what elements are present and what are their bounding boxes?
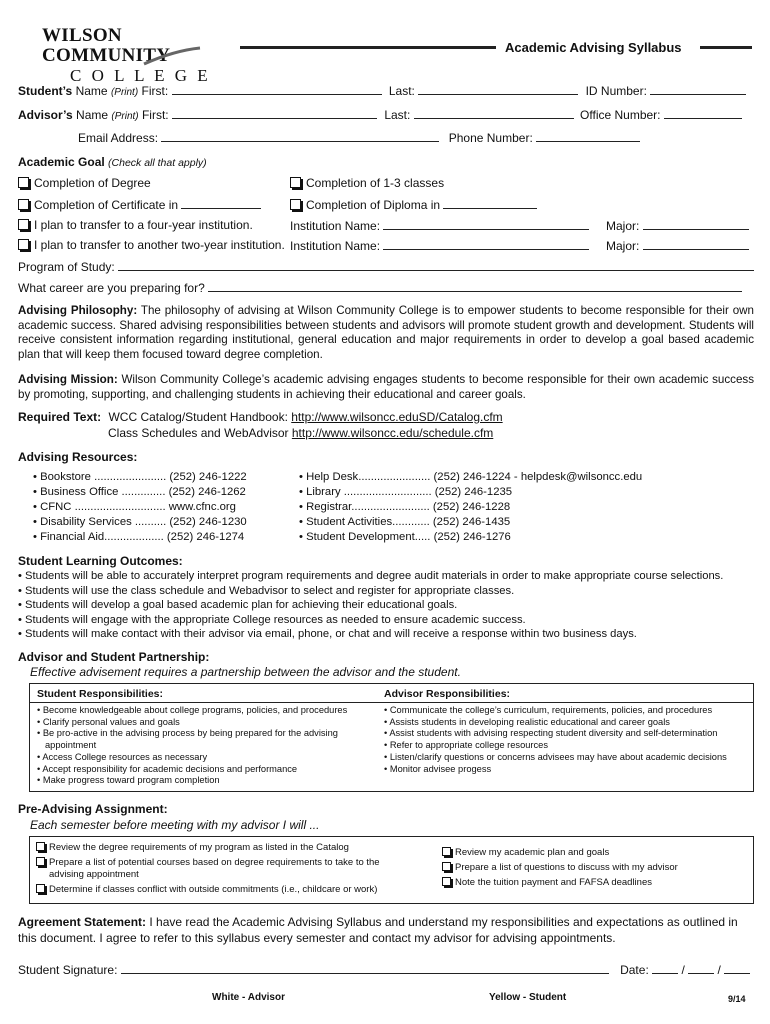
outcome-item: • Students will develop a goal based academic plan for achieving their educational goals. <box>18 598 758 613</box>
office-label: Office Number: <box>580 108 661 122</box>
checkbox-icon[interactable] <box>36 884 45 893</box>
date-year-field[interactable] <box>724 962 750 974</box>
goal-certificate-label: Completion of Certificate in <box>34 198 179 212</box>
catalog-label: WCC Catalog/Student Handbook: <box>108 410 292 424</box>
signature-row <box>18 962 750 977</box>
schedule-label: Class Schedules and WebAdvisor <box>108 426 292 440</box>
resource-item: • Business Office .............. (252) 246-1262 <box>33 485 247 500</box>
four-year-institution <box>290 218 589 233</box>
advisor-resp-item: • Communicate the college’s curriculum, requirements, policies, and procedures <box>384 705 749 717</box>
footer-white-copy: White - Advisor <box>212 992 285 1003</box>
checkbox-icon[interactable] <box>18 219 29 230</box>
goal-degree-option[interactable] <box>18 176 151 190</box>
responsibilities-box <box>29 683 754 792</box>
preadvising-item[interactable]: Review my academic plan and goals <box>442 847 742 859</box>
advisor-resp-item: • Assist students with advising respecting student diversity and self-determination <box>384 728 749 740</box>
date-separator: / <box>717 963 721 977</box>
goal-diploma-label: Completion of Diploma in <box>306 198 441 212</box>
agreement-statement <box>18 914 754 946</box>
logo-line1: WILSON COMMUNITY <box>42 25 171 66</box>
goal-diploma-option[interactable] <box>290 197 537 212</box>
last-label: Last: <box>388 84 415 98</box>
agreement-text: I have read the Academic Advising Syllabus and understand my responsibilities and expectations as outlined in this document. I agree to refer to this syllabus every semester and contact my advisor for advising appointments. <box>18 915 738 945</box>
outcome-item: • Students will be able to accurately interpret program requirements and degree audit materials in order to make appropriate course selections. <box>18 569 758 584</box>
career-label: What career are you preparing for? <box>18 281 205 295</box>
major-label: Major: <box>606 219 640 233</box>
program-of-study-row <box>18 259 754 274</box>
checkbox-icon[interactable] <box>36 842 45 851</box>
phone-label: Phone Number: <box>448 131 533 145</box>
advisor-resp-item: • Listen/clarify questions or concerns advisees may have about academic decisions <box>384 752 749 764</box>
mission-label: Advising Mission: <box>18 373 118 386</box>
student-first-field[interactable] <box>172 83 382 95</box>
advisor-resp-list <box>384 705 749 775</box>
preadvising-item[interactable]: Review the degree requirements of my program as listed in the Catalog <box>36 842 416 854</box>
agreement-label: Agreement Statement: <box>18 915 147 929</box>
student-resp-list <box>37 705 377 787</box>
checkbox-icon[interactable] <box>36 857 45 866</box>
required-text-row2 <box>108 426 493 440</box>
required-text-row1 <box>18 410 503 424</box>
advisor-resp-item: • Refer to appropriate college resources <box>384 740 749 752</box>
outcome-item: • Students will make contact with their advisor via email, phone, or chat and will receive a response within two business days. <box>18 627 758 642</box>
logo-swoosh-icon <box>142 46 202 68</box>
checkbox-icon[interactable] <box>442 847 451 856</box>
institution-label: Institution Name: <box>290 239 381 253</box>
id-label: ID Number: <box>585 84 647 98</box>
major-label: Major: <box>606 239 640 253</box>
program-label: Program of Study: <box>18 260 115 274</box>
goal-four-year-label: I plan to transfer to a four-year institution. <box>34 218 253 232</box>
goal-hint: (Check all that apply) <box>108 157 207 169</box>
preadvising-right-list <box>442 847 742 892</box>
schedule-link[interactable]: http://www.wilsoncc.edu/schedule.cfm <box>291 426 494 440</box>
date-label: Date: <box>620 963 649 977</box>
required-label: Required Text: <box>18 410 102 424</box>
signature-field[interactable] <box>121 962 609 974</box>
name-label: Name <box>76 108 109 122</box>
preadvising-item[interactable]: Prepare a list of questions to discuss with my advisor <box>442 862 742 874</box>
checkbox-icon[interactable] <box>290 177 301 188</box>
resources-right-list <box>299 470 642 545</box>
two-year-institution <box>290 238 589 253</box>
advisor-office-field[interactable] <box>664 107 742 119</box>
first-label: First: <box>141 84 169 98</box>
goal-four-year-option[interactable] <box>18 218 253 232</box>
resources-left-list <box>33 470 247 545</box>
catalog-link[interactable]: http://www.wilsoncc.eduSD/Catalog.cfm <box>291 410 503 424</box>
academic-goal-heading <box>18 155 207 169</box>
student-name-row <box>18 83 746 98</box>
mission-text: Wilson Community College’s academic advising engages students to become responsible for their own academic success by promoting, supporting, and challenging students in achieving their educational and career goals. <box>18 373 754 401</box>
advisor-last-field[interactable] <box>414 107 574 119</box>
diploma-field[interactable] <box>443 197 537 209</box>
checkbox-icon[interactable] <box>442 877 451 886</box>
four-year-major <box>606 218 749 233</box>
resource-item: • Disability Services .......... (252) 246-1230 <box>33 515 247 530</box>
preadvising-left-list <box>36 842 416 899</box>
student-label: Student’s <box>18 84 73 98</box>
advisor-resp-title: Advisor Responsibilities: <box>384 688 511 700</box>
outcomes-list <box>18 569 758 642</box>
checkbox-icon[interactable] <box>18 177 29 188</box>
career-field[interactable] <box>208 280 742 292</box>
student-resp-item: • Accept responsibility for academic decisions and performance <box>37 764 377 776</box>
checkbox-icon[interactable] <box>442 862 451 871</box>
resource-item: • Student Activities............ (252) 246-1435 <box>299 515 642 530</box>
philosophy-label: Advising Philosophy: <box>18 304 138 317</box>
student-resp-item: • Access College resources as necessary <box>37 752 377 764</box>
certificate-field[interactable] <box>181 197 261 209</box>
email-field[interactable] <box>161 130 439 142</box>
goal-degree-label: Completion of Degree <box>34 176 151 190</box>
goal-certificate-option[interactable] <box>18 197 261 212</box>
footer-version: 9/14 <box>728 994 746 1004</box>
four-year-institution-field[interactable] <box>383 218 589 230</box>
advisor-first-field[interactable] <box>172 107 377 119</box>
date-month-field[interactable] <box>652 962 678 974</box>
student-last-field[interactable] <box>418 83 578 95</box>
two-year-major-field[interactable] <box>643 238 749 250</box>
checkbox-icon[interactable] <box>18 199 29 210</box>
program-field[interactable] <box>118 259 754 271</box>
goal-two-year-label: I plan to transfer to another two-year institution. <box>34 238 285 252</box>
email-label: Email Address: <box>78 131 159 145</box>
institution-label: Institution Name: <box>290 219 381 233</box>
partnership-subtitle: Effective advisement requires a partnership between the advisor and the student. <box>30 665 461 679</box>
preadvising-box <box>29 836 754 904</box>
student-id-field[interactable] <box>650 83 746 95</box>
phone-field[interactable] <box>536 130 640 142</box>
resource-item: • Student Development..... (252) 246-1276 <box>299 530 642 545</box>
student-resp-item: • Be pro-active in the advising process by being prepared for the advising appointment <box>37 728 377 751</box>
resources-heading: Advising Resources: <box>18 450 138 464</box>
advising-mission <box>18 373 754 402</box>
student-resp-title: Student Responsibilities: <box>37 688 164 700</box>
partnership-heading: Advisor and Student Partnership: <box>18 650 210 664</box>
name-label: Name <box>75 84 108 98</box>
resource-item: • Help Desk....................... (252) 246-1224 - helpdesk@wilsoncc.edu <box>299 470 642 485</box>
career-row <box>18 280 742 295</box>
print-hint: (Print) <box>110 87 139 98</box>
last-label: Last: <box>384 108 411 122</box>
advisor-label: Advisor’s <box>18 108 73 122</box>
philosophy-text: The philosophy of advising at Wilson Community College is to empower students to become responsible for their own academic success. Shared advising responsibilities between students and advisors will promote student growth and development. Students will receive consistent information regarding institutional, general education and major requirements in order to develop a goal based academic plan that will keep them focused toward degree completion. <box>18 304 754 361</box>
checkbox-icon[interactable] <box>290 199 301 210</box>
page-title: Academic Advising Syllabus <box>505 40 682 55</box>
resource-item: • Library ............................ (252) 246-1235 <box>299 485 642 500</box>
resource-item: • Bookstore ....................... (252) 246-1222 <box>33 470 247 485</box>
outcome-item: • Students will use the class schedule and Webadvisor to select and register for appropriate classes. <box>18 584 758 599</box>
date-day-field[interactable] <box>688 962 714 974</box>
resource-item: • Financial Aid................... (252) 246-1274 <box>33 530 247 545</box>
resource-item: • Registrar......................... (252) 246-1228 <box>299 500 642 515</box>
preadvising-item[interactable]: Prepare a list of potential courses based on degree requirements to take to the advising appointment <box>36 857 416 881</box>
goal-classes-option[interactable] <box>290 176 444 190</box>
four-year-major-field[interactable] <box>643 218 749 230</box>
goal-two-year-option[interactable] <box>18 238 285 252</box>
advisor-resp-item: • Monitor advisee progess <box>384 764 749 776</box>
two-year-institution-field[interactable] <box>383 238 589 250</box>
footer-yellow-copy: Yellow - Student <box>489 992 567 1003</box>
advisor-resp-item: • Assists students in developing realistic educational and career goals <box>384 717 749 729</box>
goal-title: Academic Goal <box>18 155 105 169</box>
print-hint: (Print) <box>111 111 139 122</box>
checkbox-icon[interactable] <box>18 239 29 250</box>
two-year-major <box>606 238 749 253</box>
date-separator: / <box>681 963 685 977</box>
header-rule-right <box>700 46 752 49</box>
preadvising-subtitle: Each semester before meeting with my advisor I will ... <box>30 818 320 832</box>
student-resp-item: • Make progress toward program completion <box>37 775 377 787</box>
student-resp-item: • Clarify personal values and goals <box>37 717 377 729</box>
preadvising-item[interactable]: Determine if classes conflict with outside commitments (i.e., childcare or work) <box>36 884 416 896</box>
goal-classes-label: Completion of 1-3 classes <box>306 176 445 190</box>
advising-philosophy <box>18 304 754 362</box>
header-rule-left <box>240 46 496 49</box>
signature-label: Student Signature: <box>18 963 118 977</box>
logo-line2: C O L L E G E <box>70 66 211 85</box>
outcomes-heading: Student Learning Outcomes: <box>18 554 183 568</box>
first-label: First: <box>141 108 169 122</box>
preadvising-item[interactable]: Note the tuition payment and FAFSA deadlines <box>442 877 742 889</box>
advisor-name-row <box>18 107 742 122</box>
student-resp-item: • Become knowledgeable about college programs, policies, and procedures <box>37 705 377 717</box>
email-row <box>78 130 640 145</box>
outcome-item: • Students will engage with the appropriate College resources as needed to ensure academic success. <box>18 613 758 628</box>
college-logo <box>42 25 242 85</box>
preadvising-heading: Pre-Advising Assignment: <box>18 802 168 816</box>
resp-title-divider <box>30 702 753 703</box>
resource-item: • CFNC ............................. www.cfnc.org <box>33 500 247 515</box>
